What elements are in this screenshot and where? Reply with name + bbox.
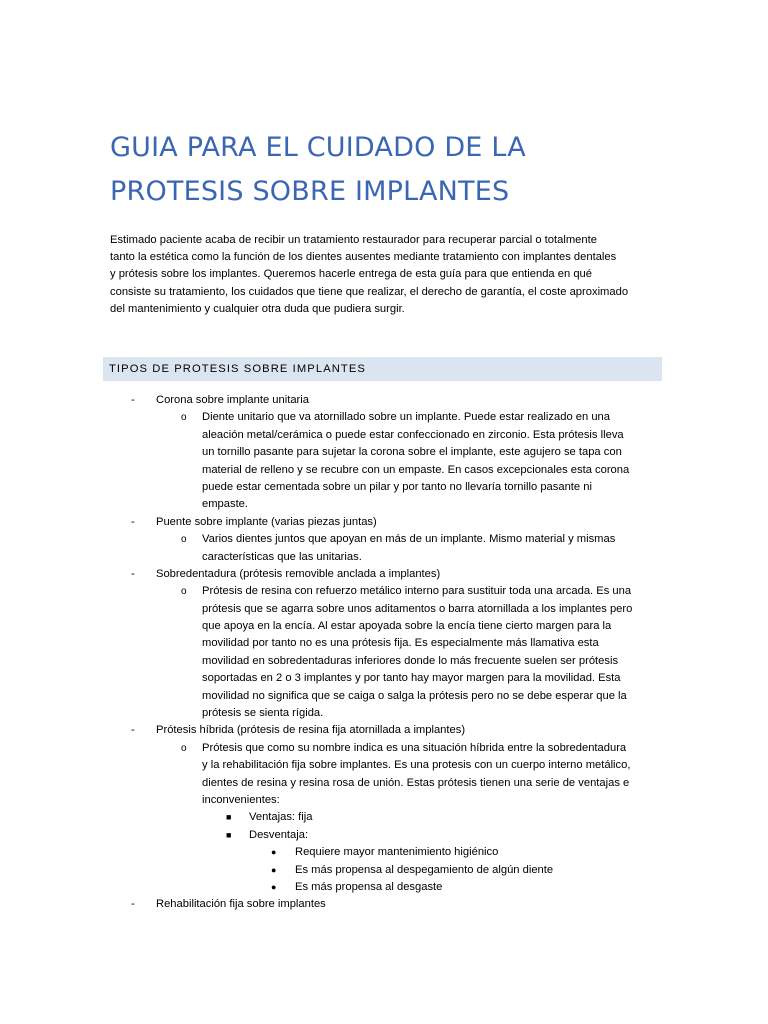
list-item-text: un tornillo pasante para sujetar la corona sobre el implante, este agujero se tapa con: [202, 446, 622, 459]
list-marker: ●: [271, 881, 277, 892]
list-item-text: material de relleno y se recubre con un empaste. En casos excepcionales esta corona: [202, 463, 630, 476]
list-item: [0, 775, 768, 792]
list-item: [0, 427, 768, 444]
list-item-text: movilidad no significa que se caiga o salga la prótesis pero no se debe esperar que la: [202, 689, 627, 702]
list-item: [0, 879, 768, 896]
list-item-text: Prótesis híbrida (prótesis de resina fija atornillada a implantes): [156, 724, 466, 737]
section-heading: TIPOS DE PROTESIS SOBRE IMPLANTES: [103, 357, 662, 381]
list-item-text: Sobredentadura (prótesis removible anclada a implantes): [156, 567, 441, 580]
list-marker: -: [131, 567, 135, 580]
list-item: [0, 792, 768, 809]
title-line: GUIA PARA EL CUIDADO DE LA: [110, 132, 526, 163]
list-item-text: características que las unitarias.: [202, 550, 362, 563]
list-marker: -: [131, 898, 135, 911]
list-item: [0, 462, 768, 479]
list-item-text: empaste.: [202, 498, 249, 511]
list-item: [0, 740, 768, 757]
document-title: [110, 126, 710, 214]
intro-line: tanto la estética como la función de los dientes ausentes mediante tratamiento con implantes dentales: [110, 251, 617, 264]
list-item: [0, 566, 768, 583]
list-item-text: movilidad por tanto no es una prótesis fija. Es especialmente más llamativa esta: [202, 637, 599, 650]
list-item-text: Es más propensa al desgaste: [295, 880, 443, 893]
list-marker: o: [181, 742, 187, 754]
list-marker: -: [131, 515, 135, 528]
intro-line: del mantenimiento y cualquier otra duda que pudiera surgir.: [110, 302, 405, 315]
list-item: [0, 827, 768, 844]
list-marker: o: [181, 534, 187, 546]
list-marker: ■: [226, 829, 232, 840]
list-item-text: Varios dientes juntos que apoyan en más de un implante. Mismo material y mismas: [202, 533, 616, 546]
list-item-text: Rehabilitación fija sobre implantes: [156, 898, 326, 911]
list-item: [0, 809, 768, 826]
intro-line: consiste su tratamiento, los cuidados que tiene que realizar, el derecho de garantía, el coste aproximado: [110, 285, 629, 298]
list-item: [0, 862, 768, 879]
protesis-types-list: [0, 392, 768, 914]
list-item-text: Prótesis que como su nombre indica es una situación híbrida entre la sobredentadura: [202, 741, 627, 754]
list-item-text: Puente sobre implante (varias piezas juntas): [156, 515, 377, 528]
list-item-text: y la rehabilitación fija sobre implantes. Es una protesis con un cuerpo interno metálico,: [202, 759, 631, 772]
list-item: [0, 688, 768, 705]
list-item: [0, 583, 768, 600]
list-item: [0, 409, 768, 426]
title-line: PROTESIS SOBRE IMPLANTES: [110, 176, 510, 207]
list-item-text: prótesis que se agarra sobre unos aditamentos o barra atornillada a los implantes pero: [202, 602, 633, 615]
list-item: [0, 531, 768, 548]
list-marker: -: [131, 394, 135, 406]
list-item: [0, 392, 768, 409]
list-item-text: Desventaja:: [249, 828, 309, 841]
list-item: [0, 514, 768, 531]
list-item: [0, 705, 768, 722]
list-item-text: aleación metal/cerámica o puede estar confeccionado en zirconio. Esta prótesis lleva: [202, 428, 624, 441]
list-marker: ●: [271, 847, 277, 858]
intro-paragraph: [110, 232, 670, 318]
list-item-text: soportadas en 2 o 3 implantes y por tanto hay mayor margen para la movilidad. Esta: [202, 672, 621, 685]
list-item: [0, 479, 768, 496]
list-item-text: Prótesis de resina con refuerzo metálico interno para sustituir toda una arcada. Es una: [202, 585, 632, 598]
list-item: [0, 653, 768, 670]
list-marker: o: [181, 586, 187, 598]
list-item-text: puede estar cementada sobre un pilar y por tanto no llevaría tornillo pasante ni: [202, 480, 592, 493]
list-item: [0, 722, 768, 739]
list-item-text: que apoya en la encía. Al estar apoyada sobre la encía tiene cierto margen para la: [202, 620, 612, 633]
list-item-text: Diente unitario que va atornillado sobre un implante. Puede estar realizado en una: [202, 411, 610, 424]
list-item: [0, 549, 768, 566]
list-item-text: Es más propensa al despegamiento de algún diente: [295, 863, 554, 876]
list-item-text: dientes de resina y resina rosa de unión. Estas prótesis tienen una serie de ventajas e: [202, 776, 630, 789]
list-item: [0, 635, 768, 652]
list-item: [0, 844, 768, 861]
list-item: [0, 757, 768, 774]
list-item-text: prótesis se sienta rígida.: [202, 707, 324, 720]
list-marker: ●: [271, 864, 277, 875]
list-item-text: inconvenientes:: [202, 793, 280, 806]
intro-line: y prótesis sobre los implantes. Queremos hacerle entrega de esta guía para que entienda en qué: [110, 268, 592, 281]
list-item-text: Ventajas: fija: [249, 811, 313, 824]
list-marker: ■: [226, 812, 232, 823]
intro-line: Estimado paciente acaba de recibir un tratamiento restaurador para recuperar parcial o totalmente: [110, 234, 597, 246]
list-marker: -: [131, 724, 135, 737]
list-item-text: movilidad en sobredentaduras inferiores donde lo más frecuente suelen ser prótesis: [202, 654, 619, 667]
list-item: [0, 601, 768, 618]
list-item-text: Corona sobre implante unitaria: [156, 394, 309, 406]
list-item: [0, 618, 768, 635]
list-item: [0, 496, 768, 513]
list-item: [0, 670, 768, 687]
list-item-text: Requiere mayor mantenimiento higiénico: [295, 846, 499, 859]
list-marker: o: [181, 412, 187, 424]
list-item: [0, 896, 768, 913]
list-item: [0, 444, 768, 461]
